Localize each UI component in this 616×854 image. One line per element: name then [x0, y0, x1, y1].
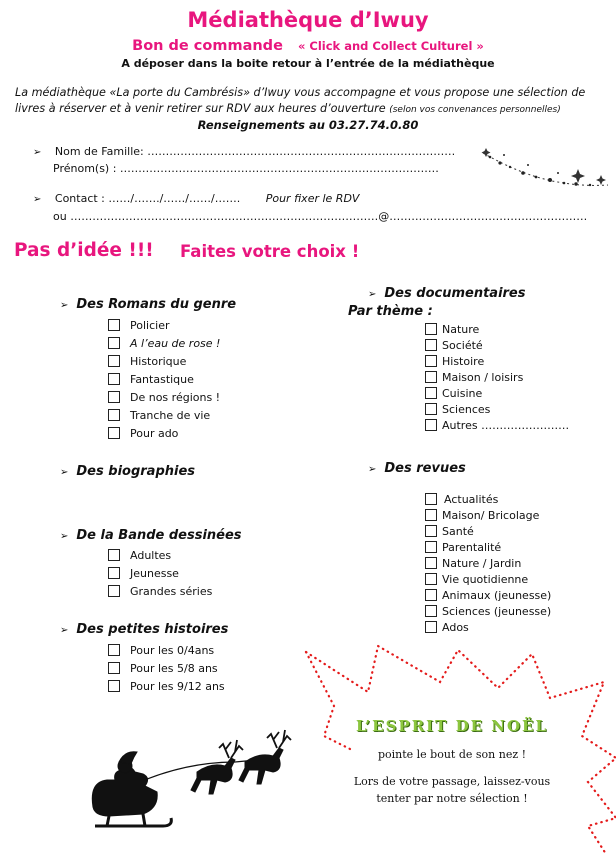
- checkbox[interactable]: [425, 573, 437, 585]
- item-label: Autres ……………………: [442, 418, 570, 432]
- checkbox[interactable]: [425, 387, 437, 399]
- checkbox-item[interactable]: [425, 321, 569, 337]
- checkbox-item[interactable]: [425, 337, 569, 353]
- checkbox-item[interactable]: [425, 385, 569, 401]
- arrow-icon: ➢: [60, 531, 69, 542]
- section-biographies: [60, 464, 195, 479]
- phone-info: Renseignements au 03.27.74.0.80: [197, 118, 419, 132]
- choice-headline: Pas d’idée !!!: [14, 240, 154, 261]
- checkbox[interactable]: [425, 493, 437, 505]
- checkbox-item[interactable]: [425, 619, 551, 635]
- intro-line-1: La médiathèque «La porte du Cambrésis» d’Iwuy vous accompagne et vous propose une sélection de: [15, 86, 586, 99]
- section-title: Des petites histoires: [76, 622, 229, 637]
- checkbox-item[interactable]: [108, 583, 212, 599]
- choice-subheadline: Faites votre choix !: [180, 242, 360, 261]
- rdv-note: Pour fixer le RDV: [265, 192, 360, 205]
- contact-field[interactable]: ……/……./……/……/…….: [108, 192, 241, 205]
- checkbox[interactable]: [108, 662, 120, 674]
- section-bd: [60, 528, 242, 543]
- checkbox[interactable]: [108, 355, 120, 367]
- item-label: Animaux (jeunesse): [442, 588, 552, 602]
- item-label: Pour les 5/8 ans: [130, 661, 218, 675]
- noel-line-1: pointe le bout de son nez !: [377, 748, 527, 761]
- documentaires-list: [425, 321, 569, 433]
- noel-title: L’ESPRIT DE NOËL: [355, 717, 548, 735]
- checkbox[interactable]: [108, 337, 120, 349]
- checkbox[interactable]: [108, 680, 120, 692]
- item-label: Fantastique: [130, 372, 194, 386]
- subtitle-tag: « Click and Collect Culturel »: [297, 39, 484, 53]
- bd-list: [108, 547, 212, 601]
- prenom-row: [53, 162, 439, 175]
- item-label: Nature / Jardin: [442, 556, 522, 570]
- section-title: Des revues: [384, 461, 466, 476]
- item-label: Ados: [442, 620, 469, 634]
- checkbox[interactable]: [425, 525, 437, 537]
- checkbox[interactable]: [425, 605, 437, 617]
- intro-line-2: [15, 101, 605, 118]
- checkbox[interactable]: [425, 403, 437, 415]
- section-title: De la Bande dessinées: [76, 528, 242, 543]
- page-title: Médiathèque d’Iwuy: [187, 8, 429, 32]
- checkbox-item[interactable]: [425, 555, 551, 571]
- intro-line-2-text: livres à réserver et à venir retirer sur RDV aux heures d’ouverture: [15, 102, 386, 115]
- section-petites-histoires: [60, 622, 228, 637]
- item-label: Pour ado: [130, 426, 179, 440]
- ou-label: ou: [53, 210, 67, 223]
- checkbox[interactable]: [425, 589, 437, 601]
- checkbox[interactable]: [108, 549, 120, 561]
- item-label: Société: [442, 338, 483, 352]
- checkbox[interactable]: [425, 541, 437, 553]
- section-revues: [368, 461, 466, 476]
- item-label: Historique: [130, 354, 187, 368]
- checkbox[interactable]: [425, 371, 437, 383]
- item-label: Adultes: [130, 548, 172, 562]
- arrow-icon: ➢: [368, 289, 377, 300]
- section-title: Des biographies: [76, 464, 196, 479]
- petites-list: [108, 642, 225, 696]
- checkbox-item[interactable]: [425, 523, 551, 539]
- checkbox-item[interactable]: [425, 539, 551, 555]
- romans-list: [108, 317, 220, 443]
- arrow-icon: ➢: [60, 625, 69, 636]
- checkbox[interactable]: [425, 339, 437, 351]
- section-title: Des Romans du genre: [76, 297, 237, 312]
- checkbox-item[interactable]: [108, 678, 225, 694]
- intro-note: (selon vos convenances personnelles): [389, 105, 561, 115]
- subtitle-main: Bon de commande: [132, 38, 283, 54]
- prenom-field[interactable]: ……………………………………………………………………………: [119, 162, 439, 175]
- checkbox[interactable]: [425, 621, 437, 633]
- ou-field[interactable]: …………………………………………………………………………@………………………………………………: [70, 210, 588, 223]
- nom-row: [33, 145, 455, 158]
- arrow-icon: ➢: [33, 194, 42, 205]
- item-label: Nature: [442, 322, 480, 336]
- noel-line-3: tenter par notre sélection !: [376, 792, 528, 805]
- arrow-icon: ➢: [368, 464, 377, 475]
- checkbox-item[interactable]: [425, 401, 569, 417]
- item-label: Maison / loisirs: [442, 370, 524, 384]
- checkbox[interactable]: [108, 427, 120, 439]
- checkbox[interactable]: [108, 391, 120, 403]
- contact-row: [33, 192, 359, 205]
- ou-row: [53, 210, 587, 223]
- checkbox[interactable]: [108, 409, 120, 421]
- item-label: Cuisine: [442, 386, 483, 400]
- checkbox-item[interactable]: [108, 565, 212, 581]
- noel-line-2: Lors de votre passage, laissez-vous: [353, 775, 551, 788]
- documentaires-subtitle: Par thème :: [348, 304, 433, 319]
- item-label: Santé: [442, 524, 474, 538]
- checkbox-item[interactable]: [108, 660, 225, 676]
- arrow-icon: ➢: [60, 467, 69, 478]
- checkbox-item[interactable]: [108, 353, 220, 369]
- item-label: Vie quotidienne: [442, 572, 529, 586]
- item-label: Jeunesse: [130, 566, 179, 580]
- checkbox-item[interactable]: [425, 587, 551, 603]
- section-documentaires: [368, 286, 526, 301]
- santa-sleigh-icon: [85, 722, 310, 842]
- checkbox-item[interactable]: [425, 491, 551, 507]
- item-label: De nos régions !: [130, 390, 221, 404]
- revues-list: [425, 491, 551, 635]
- prenom-label: Prénom(s) :: [53, 162, 117, 175]
- section-title: Des documentaires: [384, 286, 526, 301]
- checkbox-item[interactable]: [108, 642, 225, 658]
- instruction: A déposer dans la boite retour à l’entrée de la médiathèque: [121, 57, 495, 70]
- sparkle-branch-icon: [478, 145, 613, 200]
- contact-label: Contact :: [54, 192, 105, 205]
- checkbox[interactable]: [108, 567, 120, 579]
- nom-label: Nom de Famille:: [54, 145, 144, 158]
- checkbox-item[interactable]: [425, 353, 569, 369]
- nom-field[interactable]: …………………………………………………………………………: [147, 145, 456, 158]
- checkbox-item[interactable]: [108, 371, 220, 387]
- checkbox[interactable]: [108, 319, 120, 331]
- item-label: Sciences: [442, 402, 491, 416]
- checkbox-item[interactable]: [425, 369, 569, 385]
- item-label: Pour les 0/4ans: [130, 643, 215, 657]
- item-label: Maison/ Bricolage: [442, 508, 540, 522]
- checkbox-item[interactable]: [425, 571, 551, 587]
- checkbox[interactable]: [108, 373, 120, 385]
- checkbox[interactable]: [108, 585, 120, 597]
- checkbox-item[interactable]: [108, 407, 220, 423]
- checkbox[interactable]: [425, 557, 437, 569]
- arrow-icon: ➢: [33, 147, 42, 158]
- checkbox-item[interactable]: [108, 317, 220, 333]
- checkbox[interactable]: [425, 419, 437, 431]
- checkbox[interactable]: [108, 644, 120, 656]
- item-label: Actualités: [444, 492, 499, 506]
- checkbox[interactable]: [425, 509, 437, 521]
- item-label: A l’eau de rose !: [130, 336, 221, 350]
- item-label: Sciences (jeunesse): [442, 604, 552, 618]
- item-label: Policier: [130, 318, 170, 332]
- item-label: Tranche de vie: [130, 408, 211, 422]
- checkbox-item[interactable]: [108, 335, 220, 351]
- checkbox-item[interactable]: [425, 603, 551, 619]
- intro-paragraph: [15, 85, 605, 118]
- checkbox[interactable]: [425, 323, 437, 335]
- checkbox-item[interactable]: [108, 389, 220, 405]
- subtitle: [0, 38, 616, 54]
- checkbox-item[interactable]: [425, 507, 551, 523]
- checkbox-item[interactable]: [108, 425, 220, 441]
- item-label: Histoire: [442, 354, 485, 368]
- checkbox[interactable]: [425, 355, 437, 367]
- item-label: Parentalité: [442, 540, 502, 554]
- checkbox-item[interactable]: [425, 417, 569, 433]
- item-label: Pour les 9/12 ans: [130, 679, 225, 693]
- section-romans: [60, 297, 236, 312]
- item-label: Grandes séries: [130, 584, 213, 598]
- checkbox-item[interactable]: [108, 547, 212, 563]
- arrow-icon: ➢: [60, 300, 69, 311]
